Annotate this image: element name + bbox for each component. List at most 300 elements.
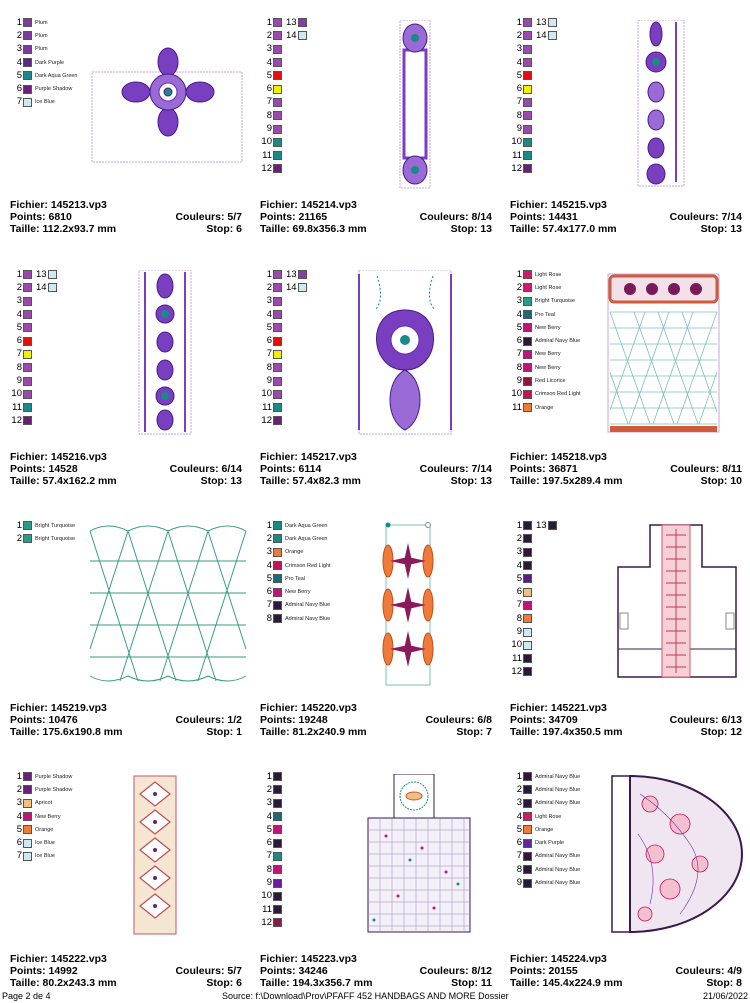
- design-info: [510, 953, 742, 989]
- color-swatch: [273, 892, 282, 901]
- color-swatch: [523, 164, 532, 173]
- color-number: 5: [16, 321, 22, 333]
- color-name: Dark Aqua Green: [35, 72, 78, 79]
- color-row: [260, 401, 340, 414]
- color-number: 1: [516, 770, 522, 782]
- color-name: Dark Purple: [35, 59, 65, 66]
- color-number: 12: [511, 665, 522, 677]
- colors-count: Couleurs: 8/12: [419, 965, 492, 977]
- file-name: Fichier: 145221.vp3: [510, 702, 607, 714]
- color-row: [510, 348, 590, 361]
- color-name: Bright Turquoise: [35, 535, 76, 542]
- color-number: 10: [261, 388, 272, 400]
- color-swatch: [23, 297, 32, 306]
- color-swatch: [548, 521, 557, 530]
- color-row: [260, 890, 340, 903]
- color-row: [510, 519, 590, 532]
- color-number: 11: [512, 149, 522, 161]
- color-number: 8: [516, 109, 522, 121]
- color-row: [510, 321, 590, 334]
- color-swatch: [523, 85, 532, 94]
- points: Points: 34246: [260, 965, 328, 977]
- colors-count: Couleurs: 7/14: [419, 463, 492, 475]
- color-number: 6: [266, 83, 272, 95]
- color-swatch: [273, 390, 282, 399]
- color-name: Light Rose: [535, 284, 562, 291]
- size: Taille: 145.4x224.9 mm: [510, 977, 623, 989]
- color-swatch: [523, 350, 532, 359]
- color-list: [10, 16, 90, 109]
- color-swatch: [23, 71, 32, 80]
- color-name: Admiral Navy Blue: [285, 615, 331, 622]
- color-number: 3: [266, 43, 272, 55]
- color-row: [10, 836, 90, 849]
- color-row: [510, 401, 590, 414]
- color-swatch: [523, 785, 532, 794]
- color-number: 2: [516, 281, 522, 293]
- color-number: 14: [286, 29, 297, 41]
- color-row: [10, 295, 90, 308]
- color-number: 9: [516, 123, 522, 135]
- color-swatch: [23, 390, 32, 399]
- color-number: 6: [16, 837, 22, 849]
- color-swatch: [273, 918, 282, 927]
- color-swatch: [523, 534, 532, 543]
- color-swatch: [523, 588, 532, 597]
- color-swatch: [523, 852, 532, 861]
- color-swatch: [23, 785, 32, 794]
- color-number: 9: [266, 123, 272, 135]
- color-number: 8: [266, 109, 272, 121]
- color-row: [510, 823, 590, 836]
- color-list: [260, 770, 340, 930]
- colors-count: Couleurs: 6/13: [669, 714, 742, 726]
- color-row: [510, 783, 590, 796]
- color-name: Purple Shadow: [35, 86, 73, 93]
- design-145224: [510, 770, 750, 1000]
- color-row: [10, 69, 90, 82]
- color-number: 10: [511, 639, 522, 651]
- color-swatch: [523, 628, 532, 637]
- color-number: 6: [516, 837, 522, 849]
- color-number: 5: [266, 572, 272, 584]
- color-number: 6: [266, 586, 272, 598]
- page-number: Page 2 de 4: [2, 991, 51, 1001]
- color-number: 1: [266, 16, 272, 28]
- design-preview-145218: [606, 272, 721, 434]
- color-name: Orange: [535, 404, 554, 411]
- color-row: [10, 823, 90, 836]
- color-swatch: [23, 799, 32, 808]
- color-name: New Berry: [535, 364, 561, 371]
- color-swatch: [273, 865, 282, 874]
- color-name: Admiral Navy Blue: [535, 786, 581, 793]
- color-number: 9: [516, 877, 522, 889]
- color-swatch: [523, 667, 532, 676]
- color-number: 7: [16, 96, 22, 108]
- file-name: Fichier: 145219.vp3: [10, 702, 107, 714]
- design-145216: [10, 268, 250, 498]
- color-number: 3: [16, 43, 22, 55]
- color-number: 10: [261, 890, 272, 902]
- stop: Stop: 13: [450, 223, 492, 235]
- color-swatch: [523, 297, 532, 306]
- color-swatch: [273, 574, 282, 583]
- color-row: [510, 16, 590, 29]
- color-swatch: [523, 521, 532, 530]
- color-number: 7: [266, 599, 272, 611]
- color-number: 5: [266, 69, 272, 81]
- color-name: Ice Blue: [35, 99, 55, 106]
- points: Points: 36871: [510, 463, 578, 475]
- color-row: [10, 532, 90, 545]
- design-info: [260, 953, 492, 989]
- color-number: 5: [16, 69, 22, 81]
- color-swatch: [273, 164, 282, 173]
- design-145217: [260, 268, 500, 498]
- color-list: [10, 770, 90, 863]
- color-row: [260, 585, 340, 598]
- color-row: [260, 374, 340, 387]
- design-preview-145216: [135, 270, 195, 436]
- file-name: Fichier: 145215.vp3: [510, 199, 607, 211]
- points: Points: 20155: [510, 965, 578, 977]
- color-swatch: [523, 98, 532, 107]
- color-name: Plum: [35, 46, 48, 53]
- color-number: 5: [516, 823, 522, 835]
- color-swatch: [523, 125, 532, 134]
- color-name: Crimson Red Light: [535, 391, 581, 398]
- points: Points: 6114: [260, 463, 322, 475]
- points: Points: 34709: [510, 714, 578, 726]
- color-row: [510, 268, 590, 281]
- design-info: [510, 702, 742, 738]
- color-number: 12: [261, 162, 272, 174]
- color-row: [510, 295, 590, 308]
- design-preview-145224: [610, 774, 746, 934]
- color-swatch: [273, 548, 282, 557]
- color-row: [260, 334, 340, 347]
- color-row: [260, 16, 340, 29]
- color-number: 14: [36, 281, 47, 293]
- color-row: [260, 797, 340, 810]
- color-number: 6: [516, 335, 522, 347]
- color-name: Pro Teal: [535, 311, 556, 318]
- color-row: [260, 916, 340, 929]
- color-row: [10, 770, 90, 783]
- color-swatch: [523, 71, 532, 80]
- color-number: 11: [512, 652, 522, 664]
- color-row: [510, 374, 590, 387]
- stop: Stop: 6: [206, 223, 242, 235]
- color-list: [510, 268, 590, 414]
- color-row: [10, 797, 90, 810]
- color-swatch: [273, 825, 282, 834]
- color-name: Dark Purple: [535, 840, 565, 847]
- color-swatch: [523, 641, 532, 650]
- color-number: 11: [512, 401, 522, 413]
- design-preview-145219: [88, 521, 248, 683]
- color-swatch: [23, 534, 32, 543]
- color-swatch: [273, 879, 282, 888]
- color-row: [260, 850, 340, 863]
- color-row: [510, 810, 590, 823]
- color-swatch: [273, 377, 282, 386]
- color-name: Orange: [35, 826, 54, 833]
- color-row: [260, 136, 340, 149]
- color-row: [510, 109, 590, 122]
- color-number: 4: [266, 810, 272, 822]
- color-swatch: [48, 283, 57, 292]
- design-preview-145217: [355, 270, 455, 436]
- points: Points: 10476: [10, 714, 78, 726]
- color-row: [10, 348, 90, 361]
- color-swatch: [23, 323, 32, 332]
- color-row: [10, 388, 90, 401]
- color-row: [510, 639, 590, 652]
- color-swatch: [273, 85, 282, 94]
- color-number: 2: [266, 783, 272, 795]
- size: Taille: 112.2x93.7 mm: [10, 223, 117, 235]
- color-swatch: [273, 601, 282, 610]
- color-number: 7: [516, 599, 522, 611]
- color-row: [260, 388, 340, 401]
- color-number: 5: [516, 321, 522, 333]
- color-number: 14: [286, 281, 297, 293]
- color-list: [260, 519, 340, 625]
- color-row: [510, 162, 590, 175]
- color-number: 13: [286, 16, 297, 28]
- color-row: [510, 652, 590, 665]
- color-name: Apricot: [35, 800, 53, 807]
- color-name: Plum: [35, 32, 48, 39]
- design-145219: [10, 519, 250, 749]
- color-row: [260, 810, 340, 823]
- color-swatch: [298, 18, 307, 27]
- color-swatch: [523, 310, 532, 319]
- color-number: 3: [516, 546, 522, 558]
- size: Taille: 69.8x356.3 mm: [260, 223, 367, 235]
- size: Taille: 197.5x289.4 mm: [510, 475, 623, 487]
- color-swatch: [273, 297, 282, 306]
- color-number: 6: [266, 837, 272, 849]
- design-preview-145222: [130, 774, 180, 936]
- color-row: [510, 612, 590, 625]
- color-swatch: [23, 270, 32, 279]
- color-number: 5: [266, 321, 272, 333]
- color-number: 4: [516, 810, 522, 822]
- color-swatch: [23, 825, 32, 834]
- color-row: [260, 532, 340, 545]
- color-number: 4: [516, 56, 522, 68]
- design-info: [260, 702, 492, 738]
- color-row: [260, 572, 340, 585]
- color-number: 2: [516, 29, 522, 41]
- color-name: Admiral Navy Blue: [535, 773, 581, 780]
- color-number: 5: [266, 823, 272, 835]
- source-path: Source: f:\Download\Prov\PFAFF 452 HANDBAGS AND MORE Dossier: [222, 991, 509, 1001]
- color-row: [260, 109, 340, 122]
- color-number: 2: [516, 783, 522, 795]
- stop: Stop: 11: [451, 977, 492, 989]
- color-swatch: [273, 138, 282, 147]
- colors-count: Couleurs: 7/14: [669, 211, 742, 223]
- color-row: [260, 56, 340, 69]
- color-swatch: [523, 58, 532, 67]
- color-list: [10, 519, 90, 546]
- design-145220: [260, 519, 500, 749]
- color-number: 11: [262, 149, 272, 161]
- color-number: 1: [516, 16, 522, 28]
- color-number: 5: [516, 69, 522, 81]
- color-swatch: [273, 151, 282, 160]
- color-swatch: [523, 45, 532, 54]
- color-row: [510, 863, 590, 876]
- color-row: [510, 308, 590, 321]
- size: Taille: 57.4x177.0 mm: [510, 223, 617, 235]
- size: Taille: 80.2x243.3 mm: [10, 977, 117, 989]
- color-row: [260, 546, 340, 559]
- color-swatch: [273, 323, 282, 332]
- colors-count: Couleurs: 4/9: [675, 965, 742, 977]
- color-name: Light Rose: [535, 271, 562, 278]
- color-row: [10, 29, 90, 42]
- design-info: [510, 199, 742, 235]
- color-swatch: [48, 270, 57, 279]
- color-number: 1: [16, 519, 22, 531]
- color-name: Plum: [35, 19, 48, 26]
- file-name: Fichier: 145216.vp3: [10, 451, 107, 463]
- design-info: [10, 702, 242, 738]
- color-list: [10, 268, 90, 428]
- color-swatch: [523, 18, 532, 27]
- color-row: [10, 16, 90, 29]
- color-number: 7: [266, 348, 272, 360]
- color-row: [260, 82, 340, 95]
- color-row: [260, 268, 340, 281]
- color-number: 9: [266, 877, 272, 889]
- color-number: 11: [12, 401, 22, 413]
- color-swatch: [523, 839, 532, 848]
- design-preview-145214: [390, 20, 440, 190]
- color-row: [510, 850, 590, 863]
- color-row: [10, 374, 90, 387]
- design-info: [260, 199, 492, 235]
- color-row: [10, 321, 90, 334]
- color-row: [510, 43, 590, 56]
- color-name: Purple Shadow: [35, 786, 73, 793]
- color-name: Admiral Navy Blue: [535, 866, 581, 873]
- color-number: 8: [266, 612, 272, 624]
- color-row: [10, 810, 90, 823]
- color-swatch: [273, 521, 282, 530]
- color-swatch: [23, 363, 32, 372]
- color-swatch: [23, 31, 32, 40]
- color-row: [10, 56, 90, 69]
- color-number: 6: [16, 335, 22, 347]
- color-swatch: [523, 151, 532, 160]
- color-number: 2: [16, 281, 22, 293]
- color-swatch: [523, 879, 532, 888]
- color-number: 1: [516, 268, 522, 280]
- color-swatch: [23, 416, 32, 425]
- color-number: 12: [511, 162, 522, 174]
- color-number: 8: [16, 361, 22, 373]
- color-number: 13: [536, 519, 547, 531]
- color-list: [510, 519, 590, 679]
- color-swatch: [23, 58, 32, 67]
- size: Taille: 81.2x240.9 mm: [260, 726, 367, 738]
- color-swatch: [23, 403, 32, 412]
- color-swatch: [273, 337, 282, 346]
- color-row: [10, 82, 90, 95]
- color-number: 8: [516, 361, 522, 373]
- color-swatch: [273, 363, 282, 372]
- color-swatch: [523, 390, 532, 399]
- color-number: 13: [536, 16, 547, 28]
- file-name: Fichier: 145222.vp3: [10, 953, 107, 965]
- color-name: Admiral Navy Blue: [535, 800, 581, 807]
- color-number: 4: [16, 810, 22, 822]
- color-number: 6: [266, 335, 272, 347]
- color-row: [510, 876, 590, 889]
- color-swatch: [273, 905, 282, 914]
- color-number: 6: [516, 83, 522, 95]
- color-row: [260, 162, 340, 175]
- color-swatch: [273, 71, 282, 80]
- color-swatch: [273, 772, 282, 781]
- color-row: [260, 876, 340, 889]
- color-row: [10, 850, 90, 863]
- color-number: 10: [511, 136, 522, 148]
- color-row: [510, 149, 590, 162]
- stop: Stop: 12: [700, 726, 742, 738]
- color-swatch: [273, 799, 282, 808]
- color-row: [260, 29, 340, 42]
- color-swatch: [298, 31, 307, 40]
- color-number: 1: [16, 770, 22, 782]
- size: Taille: 175.6x190.8 mm: [10, 726, 123, 738]
- color-swatch: [523, 31, 532, 40]
- color-row: [260, 43, 340, 56]
- color-swatch: [273, 416, 282, 425]
- color-number: 12: [11, 414, 22, 426]
- colors-count: Couleurs: 8/14: [419, 211, 492, 223]
- color-name: Admiral Navy Blue: [535, 853, 581, 860]
- color-swatch: [23, 98, 32, 107]
- color-list: [510, 770, 590, 890]
- color-swatch: [273, 561, 282, 570]
- color-number: 14: [536, 29, 547, 41]
- color-row: [510, 281, 590, 294]
- color-row: [510, 532, 590, 545]
- color-row: [10, 268, 90, 281]
- color-row: [510, 361, 590, 374]
- color-number: 7: [16, 348, 22, 360]
- colors-count: Couleurs: 6/14: [169, 463, 242, 475]
- colors-count: Couleurs: 8/11: [670, 463, 742, 475]
- color-swatch: [273, 839, 282, 848]
- color-number: 9: [516, 626, 522, 638]
- color-list: [260, 16, 340, 176]
- color-row: [260, 348, 340, 361]
- color-swatch: [23, 350, 32, 359]
- color-swatch: [273, 310, 282, 319]
- color-name: Admiral Navy Blue: [535, 880, 581, 887]
- design-145213: [10, 16, 250, 246]
- color-number: 13: [286, 268, 297, 280]
- color-number: 10: [261, 136, 272, 148]
